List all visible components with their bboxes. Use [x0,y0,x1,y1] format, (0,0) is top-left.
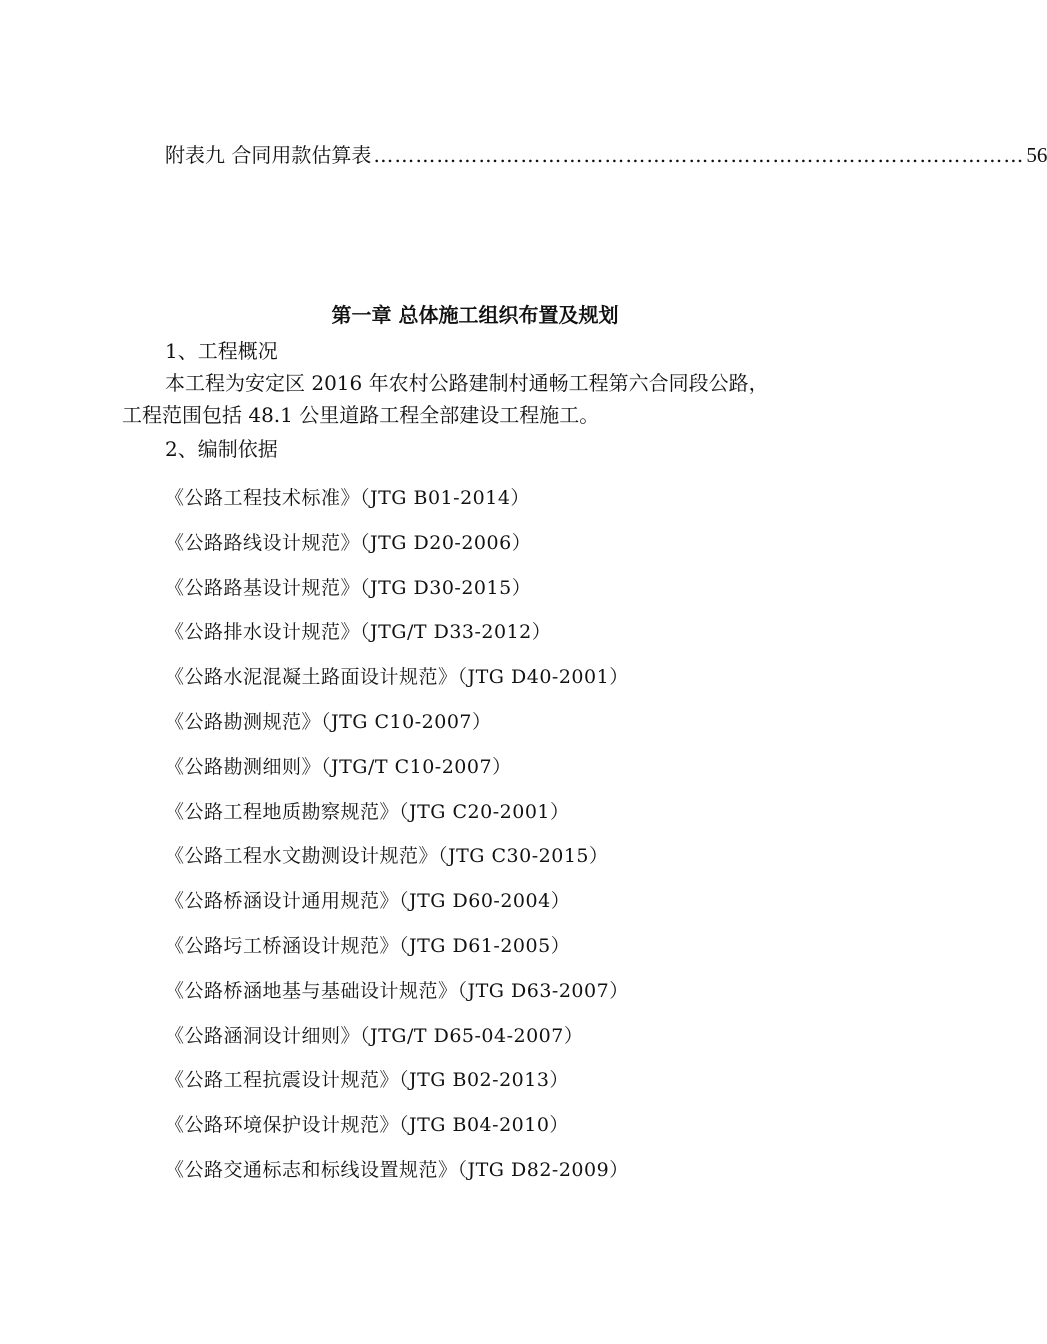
toc-entry-label: 附表九 合同用款估算表 [165,143,372,167]
reference-item: 《公路工程地质勘察规范》（JTG C20-2001） [165,800,570,823]
basis-heading: 2、编制依据 [165,437,278,461]
reference-item: 《公路桥涵地基与基础设计规范》（JTG D63-2007） [165,979,629,1002]
reference-item: 《公路排水设计规范》（JTG/T D33-2012） [165,621,552,644]
reference-item: 《公路工程抗震设计规范》（JTG B02-2013） [165,1069,569,1092]
reference-item: 《公路路基设计规范》（JTG D30-2015） [165,576,532,599]
reference-item: 《公路交通标志和标线设置规范》（JTG D82-2009） [165,1158,629,1181]
reference-item: 《公路勘测规范》（JTG C10-2007） [165,710,492,733]
reference-item: 《公路工程水文勘测设计规范》（JTG C30-2015） [165,845,609,868]
reference-item: 《公路涵洞设计细则》（JTG/T D65-04-2007） [165,1024,584,1047]
reference-item: 《公路环境保护设计规范》（JTG B04-2010） [165,1114,569,1137]
reference-item: 《公路路线设计规范》（JTG D20-2006） [165,531,532,554]
reference-item: 《公路工程技术标准》（JTG B01-2014） [165,487,530,509]
toc-page-number: 56 [1026,143,1047,167]
chapter-title: 第一章 总体施工组织布置及规划 [331,303,619,327]
reference-item: 《公路水泥混凝土路面设计规范》（JTG D40-2001） [165,666,629,689]
reference-item: 《公路勘测细则》（JTG/T C10-2007） [165,755,512,778]
toc-entry [165,139,1047,171]
toc-leader-dots: ………………………………………………………………………………… [373,143,1025,167]
overview-paragraph-line-1: 本工程为安定区 2016 年农村公路建制村通畅工程第六合同段公路， [165,371,769,395]
reference-item: 《公路圬工桥涵设计规范》（JTG D61-2005） [165,934,571,957]
overview-paragraph-line-2: 工程范围包括 48.1 公里道路工程全部建设工程施工。 [122,403,600,427]
reference-item: 《公路桥涵设计通用规范》（JTG D60-2004） [165,890,571,913]
overview-heading: 1、工程概况 [165,339,278,363]
reference-list [165,482,629,1199]
